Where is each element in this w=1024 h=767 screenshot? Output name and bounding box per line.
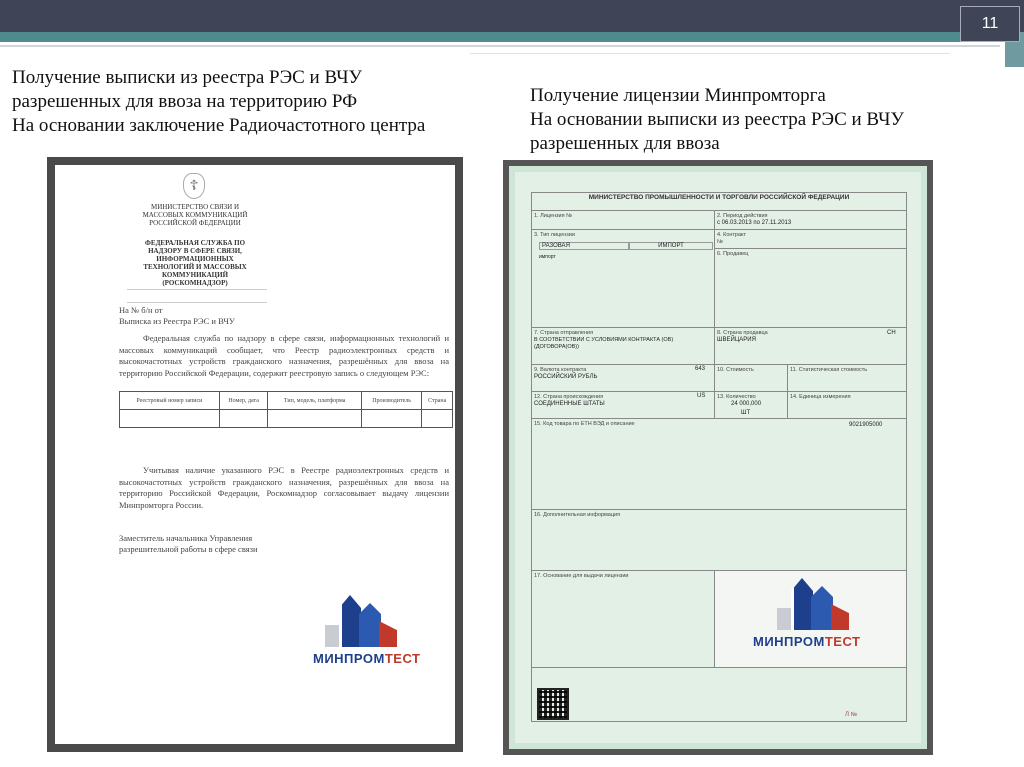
coat-of-arms-icon: ☦: [183, 173, 205, 199]
field-label: 17. Основание для выдачи лицензии: [534, 573, 629, 579]
field-value: с 06.03.2013 по 27.11.2013: [717, 220, 792, 226]
seller-country-code: CH: [887, 330, 896, 336]
roskomnadzor-letter-frame: [47, 157, 463, 752]
registry-table: [119, 391, 453, 428]
left-title-line-1: Получение выписки из реестра РЭС и ВЧУ: [12, 67, 363, 88]
minpromtest-logo: [753, 578, 860, 649]
logo-bar: [379, 621, 397, 647]
barcode-icon: [537, 688, 569, 720]
left-title-line-2: разрешенных для ввоза на территорию РФ: [12, 91, 358, 112]
field-label: 10. Стоимость: [717, 367, 754, 373]
right-title: [530, 84, 1010, 156]
right-title-line-2: На основании выписки из реестра РЭС и ВЧУ: [530, 109, 904, 130]
minpromtest-logo: [313, 595, 420, 666]
logo-text-part1: МИНПРОМ: [313, 651, 385, 666]
table-header-cell: Тип, модель, платформа: [268, 392, 361, 410]
field-seller-country: [714, 327, 907, 365]
table-header-cell: Реестровый номер записи: [120, 392, 220, 410]
license-frame: [503, 160, 933, 755]
letter-paragraph-1: Федеральная служба по надзору в сфере связи, информационных технологий и массовых коммуникаций сообщает, что Реестр радиоэлектронных средств и высокочастотных устройств гражданского назначения, разрешённых для ввоза на территорию Российской Федерации, содержит реестровую запись о следующем РЭС:: [119, 333, 449, 378]
field-value: СОЕДИНЕННЫЕ ШТАТЫ: [534, 401, 605, 407]
field-label: 14. Единица измерения: [790, 394, 851, 400]
field-quantity: [714, 391, 788, 419]
table-cell: [361, 410, 422, 428]
field-period: [714, 210, 907, 230]
product-code-value: 9021905000: [849, 422, 883, 428]
field-label: 3. Тип лицензии: [534, 232, 575, 238]
logo-bar: [831, 604, 849, 630]
logo-text-part2: ТЕСТ: [824, 634, 861, 649]
logo-bar: [359, 603, 381, 647]
letter-paragraph-2: Учитывая наличие указанного РЭС в Реестре радиоэлектронных средств и высокочастотных устройств гражданского назначения, разрешённых для ввоза на территорию Российской Федерации, Роскомнадзор согласовывает выдачу лицензии Минпромторга России.: [119, 465, 449, 510]
logo-bar: [339, 595, 361, 647]
table-header-cell: Производитель: [361, 392, 422, 410]
stamp-mark: Л №: [845, 712, 858, 718]
table-cell: [120, 410, 220, 428]
subject-line: Выписка из Реестра РЭС и ВЧУ: [119, 316, 235, 326]
field-label: 7. Страна отправления: [534, 330, 594, 336]
table-cell: [219, 410, 268, 428]
slide-number: 11: [960, 6, 1020, 42]
field-value: 24 000,000: [731, 401, 762, 407]
roskomnadzor-letter: [55, 165, 455, 744]
field-label: 15. Код товара по ЕТН ВЭД и описание: [534, 421, 635, 427]
field-label: 13. Количество: [717, 394, 756, 400]
field-product-code: [531, 418, 907, 510]
import-license: [509, 166, 927, 749]
field-currency: [531, 364, 715, 392]
field-label: 16. Дополнительная информация: [534, 512, 621, 518]
field-value: РОССИЙСКИЙ РУБЛЬ: [534, 374, 598, 380]
top-bar: [0, 0, 1024, 32]
field-value: В СООТВЕТСТВИИ С УСЛОВИЯМИ КОНТРАКТА (ОВ) (ДОГОВОРА(ОВ)): [534, 337, 674, 350]
signer: Заместитель начальника Управления разрешительной работы в сфере связи: [119, 533, 258, 554]
ministry-header: МИНИСТЕРСТВО СВЯЗИ И МАССОВЫХ КОММУНИКАЦИЙ РОССИЙСКОЙ ФЕДЕРАЦИИ: [142, 203, 248, 227]
currency-code: 643: [695, 366, 706, 372]
table-header-cell: Страна: [422, 392, 453, 410]
license-type-value: РАЗОВАЯ: [539, 242, 629, 250]
right-title-line-1: Получение лицензии Минпромторга: [530, 85, 826, 106]
field-additional-info: [531, 509, 907, 571]
left-title: [12, 66, 512, 138]
field-label: 9. Валюта контракта: [534, 367, 587, 373]
field-label: 8. Страна продавца: [717, 330, 768, 336]
field-value: №: [717, 239, 723, 245]
field-label: 11. Статистическая стоимость: [790, 367, 868, 373]
address-lines: [127, 289, 267, 303]
field-unit: [787, 391, 907, 419]
table-cell: [268, 410, 361, 428]
license-header: МИНИСТЕРСТВО ПРОМЫШЛЕННОСТИ И ТОРГОВЛИ РОССИЙСКОЙ ФЕДЕРАЦИИ: [588, 194, 850, 201]
right-title-line-3: разрешенных для ввоза: [530, 133, 720, 154]
divider-line: [0, 45, 1000, 47]
logo-text-part1: МИНПРОМ: [753, 634, 825, 649]
field-label: 4. Контракт: [717, 232, 747, 238]
field-label: 12. Страна происхождения: [534, 394, 604, 400]
table-cell: [422, 410, 453, 428]
field-seller: [714, 248, 907, 328]
license-subtype-value: импорт: [539, 254, 556, 260]
field-label: 1. Лицензия №: [534, 213, 572, 219]
field-cost: [714, 364, 788, 392]
table-header-cell: Номер, дата: [219, 392, 268, 410]
field-license-number: [531, 210, 715, 230]
field-label: 6. Продавец: [717, 251, 749, 257]
service-header: ФЕДЕРАЛЬНАЯ СЛУЖБА ПО НАДЗОРУ В СФЕРЕ СВЯЗИ, ИНФОРМАЦИОННЫХ ТЕХНОЛОГИЙ И МАССОВЫХ КОММУНИКАЦИЙ (РОСКОМНАДЗОР): [143, 239, 247, 287]
field-contract: [714, 229, 907, 249]
field-stat-cost: [787, 364, 907, 392]
field-license-basis: [531, 570, 715, 668]
logo-bar: [811, 586, 833, 630]
field-origin-country: [531, 391, 715, 419]
field-value: ШВЕЙЦАРИЯ: [717, 337, 756, 343]
ref-number: На № б/н от: [119, 305, 163, 315]
field-departure-country: [531, 327, 715, 365]
field-label: 2. Период действия: [717, 213, 768, 219]
logo-bar: [791, 578, 813, 630]
unit-value: ШТ: [741, 410, 751, 416]
logo-text-part2: ТЕСТ: [384, 651, 421, 666]
divider-line-short: [470, 53, 950, 54]
left-title-line-3: На основании заключение Радиочастотного центра: [12, 115, 426, 136]
origin-country-code: US: [697, 393, 706, 399]
license-direction-value: ИМПОРТ: [629, 242, 713, 250]
accent-band: [0, 32, 1005, 42]
